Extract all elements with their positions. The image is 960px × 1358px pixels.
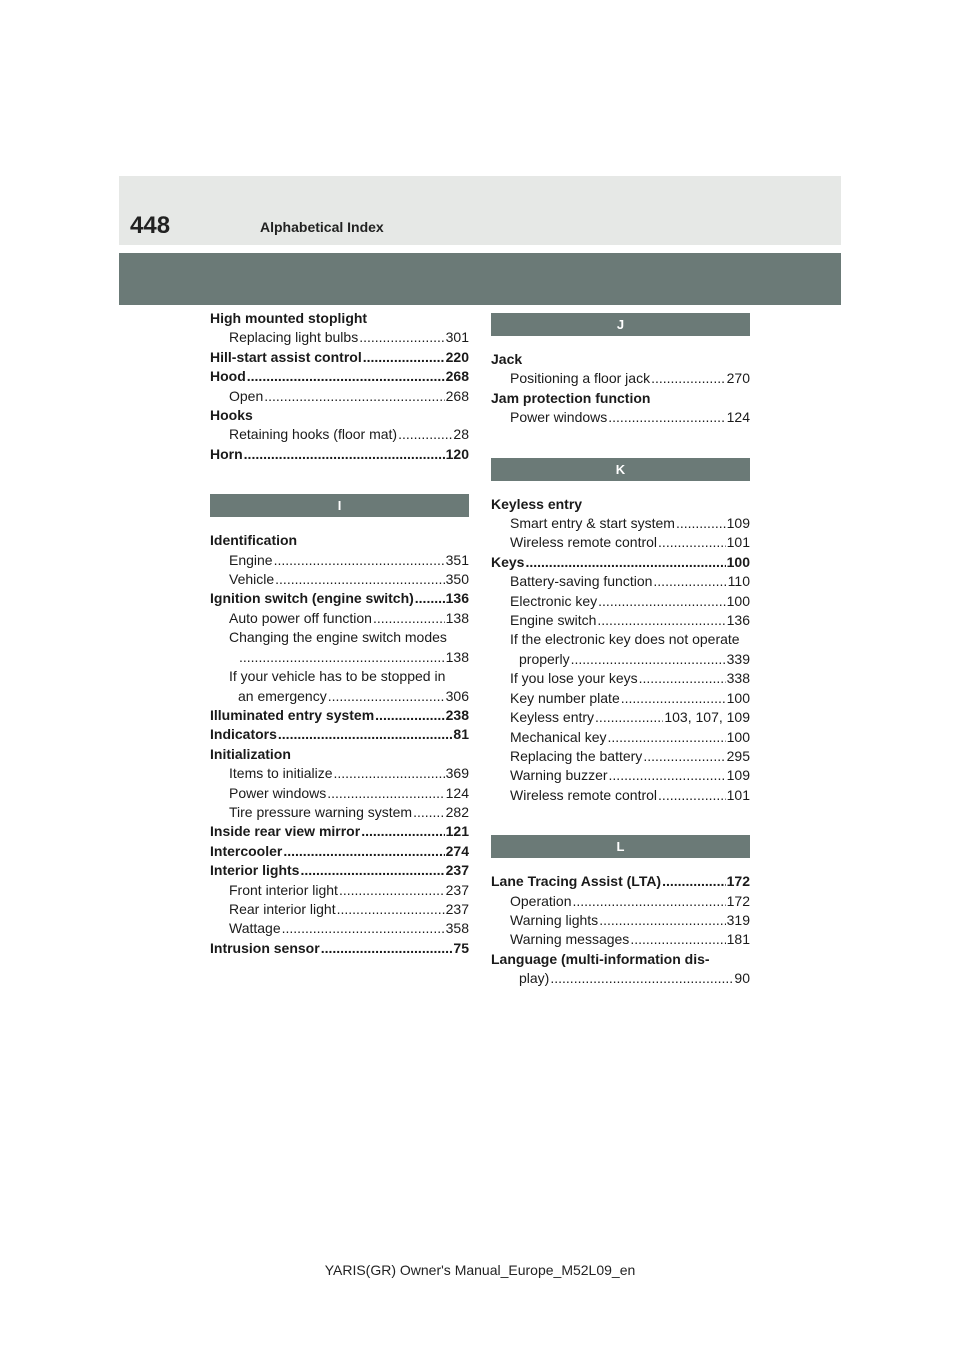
index-entry bbox=[491, 930, 750, 949]
index-entry bbox=[210, 900, 469, 919]
index-entry bbox=[491, 786, 750, 805]
entry-page-number: 90 bbox=[734, 970, 750, 987]
entry-text: Warning messages bbox=[510, 931, 630, 948]
section-spacer bbox=[491, 858, 750, 872]
entry-text: Wireless remote control bbox=[510, 786, 658, 803]
index-entry bbox=[210, 367, 469, 386]
entry-text: If you lose your keys bbox=[510, 670, 638, 687]
entry-text: High mounted stoplight bbox=[210, 310, 368, 326]
entry-page-number: 81 bbox=[453, 726, 469, 743]
entry-text: Items to initialize bbox=[229, 765, 333, 782]
index-entry bbox=[210, 328, 469, 347]
entry-page-number: 28 bbox=[453, 426, 469, 443]
entry-text: Interior lights bbox=[210, 862, 300, 879]
index-entry bbox=[210, 406, 469, 425]
index-entry bbox=[210, 387, 469, 406]
index-entry bbox=[210, 628, 469, 647]
entry-text: Indicators bbox=[210, 726, 277, 743]
entry-page-number: 101 bbox=[726, 786, 750, 803]
header-band bbox=[119, 253, 841, 305]
index-entry bbox=[491, 669, 750, 688]
entry-text: an emergency bbox=[238, 687, 327, 704]
entry-text: Power windows bbox=[510, 409, 608, 426]
entry-page-number: 274 bbox=[445, 842, 469, 859]
dot-leader bbox=[630, 930, 725, 949]
entry-page-number: 237 bbox=[445, 862, 469, 879]
entry-page-number: 136 bbox=[445, 590, 469, 607]
entry-text: Initialization bbox=[210, 745, 291, 762]
dot-leader bbox=[572, 892, 725, 911]
dot-leader bbox=[275, 570, 444, 589]
index-entry bbox=[210, 881, 469, 900]
index-entry bbox=[491, 369, 750, 388]
dot-leader bbox=[597, 611, 725, 630]
dot-leader bbox=[274, 551, 445, 570]
index-entry bbox=[491, 969, 750, 988]
index-column-right bbox=[491, 313, 750, 989]
index-entry bbox=[491, 553, 750, 572]
index-entry bbox=[491, 592, 750, 611]
section-spacer bbox=[491, 481, 750, 495]
index-entry bbox=[491, 747, 750, 766]
dot-leader bbox=[361, 822, 444, 841]
dot-leader bbox=[373, 609, 445, 628]
entry-text: Replacing the battery bbox=[510, 747, 643, 764]
index-entry bbox=[210, 348, 469, 367]
entry-page-number: 100 bbox=[726, 592, 750, 609]
dot-leader bbox=[337, 900, 445, 919]
dot-leader bbox=[359, 328, 444, 347]
dot-leader bbox=[643, 747, 725, 766]
entry-page-number: 351 bbox=[445, 551, 469, 568]
entry-page-number: 306 bbox=[445, 687, 469, 704]
dot-leader bbox=[621, 689, 726, 708]
entry-text: Language (multi-information dis- bbox=[491, 950, 710, 967]
entry-text: Operation bbox=[510, 892, 572, 909]
letter-section-header: K bbox=[491, 458, 750, 481]
entry-text: Open bbox=[229, 387, 264, 404]
entry-text: Hill-start assist control bbox=[210, 348, 362, 365]
entry-page-number: 100 bbox=[726, 553, 750, 570]
entry-page-number: 172 bbox=[726, 873, 750, 890]
entry-text: Ignition switch (engine switch) bbox=[210, 590, 414, 607]
entry-text: Hood bbox=[210, 368, 246, 385]
entry-page-number: 237 bbox=[445, 881, 469, 898]
dot-leader bbox=[676, 514, 726, 533]
index-entry bbox=[210, 939, 469, 958]
entry-text: If the electronic key does not operate bbox=[510, 631, 740, 648]
letter-section-header: I bbox=[210, 494, 469, 517]
dot-leader bbox=[609, 766, 726, 785]
index-entry bbox=[491, 350, 750, 369]
entry-text: Warning buzzer bbox=[510, 767, 608, 784]
entry-text: Wattage bbox=[229, 920, 281, 937]
index-entry bbox=[210, 551, 469, 570]
entry-text: Rear interior light bbox=[229, 900, 336, 917]
index-entry bbox=[491, 495, 750, 514]
entry-page-number: 138 bbox=[445, 648, 469, 665]
entry-text: Warning lights bbox=[510, 911, 599, 928]
entry-page-number: 75 bbox=[453, 939, 469, 956]
entry-page-number: 109 bbox=[726, 515, 750, 532]
entry-text: Inside rear view mirror bbox=[210, 823, 361, 840]
entry-page-number: 124 bbox=[445, 784, 469, 801]
entry-page-number: 237 bbox=[445, 900, 469, 917]
entry-text: Engine bbox=[229, 551, 273, 568]
entry-text: Key number plate bbox=[510, 689, 620, 706]
index-entry bbox=[210, 570, 469, 589]
index-entry bbox=[491, 533, 750, 552]
dot-leader bbox=[328, 687, 445, 706]
index-entry bbox=[210, 309, 469, 328]
dot-leader bbox=[247, 367, 445, 386]
entry-text: play) bbox=[519, 970, 550, 987]
entry-page-number: 120 bbox=[445, 445, 469, 462]
dot-leader bbox=[550, 969, 733, 988]
entry-text: Lane Tracing Assist (LTA) bbox=[491, 873, 662, 890]
entry-page-number: 172 bbox=[726, 892, 750, 909]
dot-leader bbox=[339, 881, 445, 900]
dot-leader bbox=[658, 533, 726, 552]
entry-text: Smart entry & start system bbox=[510, 515, 675, 532]
index-entry bbox=[210, 764, 469, 783]
entry-text: Tire pressure warning system bbox=[229, 803, 413, 820]
entry-page-number: 238 bbox=[445, 706, 469, 723]
dot-leader bbox=[398, 425, 452, 444]
index-entry bbox=[491, 872, 750, 891]
entry-text: Auto power off function bbox=[229, 609, 372, 626]
entry-page-number: 220 bbox=[445, 348, 469, 365]
dot-leader bbox=[571, 650, 726, 669]
section-spacer bbox=[491, 428, 750, 458]
dot-leader bbox=[375, 706, 444, 725]
entry-text: Jam protection function bbox=[491, 389, 651, 406]
index-entry bbox=[491, 611, 750, 630]
entry-page-number: 350 bbox=[445, 571, 469, 588]
dot-leader bbox=[658, 786, 726, 805]
dot-leader bbox=[327, 784, 444, 803]
dot-leader bbox=[283, 842, 444, 861]
dot-leader bbox=[608, 408, 725, 427]
dot-leader bbox=[239, 648, 445, 667]
dot-leader bbox=[244, 445, 445, 464]
dot-leader bbox=[415, 589, 445, 608]
dot-leader bbox=[333, 764, 444, 783]
dot-leader bbox=[651, 369, 726, 388]
index-entry bbox=[210, 861, 469, 880]
entry-page-number: 268 bbox=[445, 387, 469, 404]
entry-page-number: 282 bbox=[445, 803, 469, 820]
index-entry bbox=[491, 514, 750, 533]
entry-text: Retaining hooks (floor mat) bbox=[229, 426, 398, 443]
entry-text: properly bbox=[519, 650, 570, 667]
index-column-left bbox=[210, 309, 469, 958]
index-entry bbox=[491, 630, 750, 649]
index-entry bbox=[210, 919, 469, 938]
entry-page-number: 109 bbox=[726, 767, 750, 784]
dot-leader bbox=[363, 348, 445, 367]
dot-leader bbox=[608, 728, 726, 747]
index-entry bbox=[210, 425, 469, 444]
entry-page-number: 339 bbox=[726, 650, 750, 667]
entry-text: Horn bbox=[210, 445, 243, 462]
entry-page-number: 181 bbox=[726, 931, 750, 948]
index-entry bbox=[491, 892, 750, 911]
index-entry bbox=[210, 725, 469, 744]
index-entry bbox=[491, 950, 750, 969]
entry-page-number: 358 bbox=[445, 920, 469, 937]
entry-text: Identification bbox=[210, 532, 298, 549]
entry-page-number: 100 bbox=[726, 728, 750, 745]
index-entry bbox=[210, 648, 469, 667]
entry-page-number: 110 bbox=[727, 573, 750, 590]
entry-text: Intercooler bbox=[210, 842, 283, 859]
dot-leader bbox=[321, 939, 453, 958]
entry-text: Replacing light bulbs bbox=[229, 329, 359, 346]
header-top-bar bbox=[119, 176, 841, 245]
index-entry bbox=[210, 745, 469, 764]
index-entry bbox=[210, 706, 469, 725]
entry-text: Keys bbox=[491, 553, 525, 570]
entry-text: Intrusion sensor bbox=[210, 939, 320, 956]
index-entry bbox=[491, 728, 750, 747]
entry-text: Mechanical key bbox=[510, 728, 607, 745]
index-entry bbox=[210, 842, 469, 861]
dot-leader bbox=[413, 803, 445, 822]
entry-text: Vehicle bbox=[229, 571, 275, 588]
section-spacer bbox=[210, 517, 469, 531]
index-entry bbox=[210, 609, 469, 628]
entry-page-number: 136 bbox=[726, 612, 750, 629]
page-number: 448 bbox=[130, 212, 171, 239]
entry-text: Keyless entry bbox=[510, 709, 595, 726]
entry-page-number: 138 bbox=[445, 609, 469, 626]
footer-manual-id: YARIS(GR) Owner's Manual_Europe_M52L09_en bbox=[324, 1262, 636, 1278]
index-entry bbox=[210, 667, 469, 686]
entry-page-number: 369 bbox=[445, 765, 469, 782]
index-entry bbox=[210, 803, 469, 822]
entry-page-number: 103, 107, 109 bbox=[664, 709, 750, 726]
entry-text: Hooks bbox=[210, 407, 253, 424]
entry-page-number: 319 bbox=[726, 911, 750, 928]
entry-text: Illuminated entry system bbox=[210, 706, 375, 723]
letter-section-header: J bbox=[491, 313, 750, 336]
index-entry bbox=[491, 689, 750, 708]
entry-page-number: 100 bbox=[726, 689, 750, 706]
dot-leader bbox=[639, 669, 726, 688]
entry-text: Jack bbox=[491, 351, 523, 367]
entry-page-number: 268 bbox=[445, 368, 469, 385]
index-entry bbox=[210, 687, 469, 706]
dot-leader bbox=[662, 872, 726, 891]
index-entry bbox=[491, 650, 750, 669]
entry-text: Changing the engine switch modes bbox=[229, 629, 447, 646]
entry-page-number: 101 bbox=[726, 534, 750, 551]
entry-text: Engine switch bbox=[510, 612, 597, 629]
dot-leader bbox=[653, 572, 726, 591]
entry-text: Keyless entry bbox=[491, 495, 583, 512]
index-entry bbox=[491, 708, 750, 727]
section-spacer bbox=[491, 336, 750, 350]
section-title: Alphabetical Index bbox=[260, 219, 384, 235]
entry-page-number: 124 bbox=[726, 409, 750, 426]
entry-page-number: 338 bbox=[726, 670, 750, 687]
entry-page-number: 270 bbox=[726, 370, 750, 387]
entry-text: Positioning a floor jack bbox=[510, 370, 651, 387]
index-entry bbox=[491, 408, 750, 427]
entry-text: Electronic key bbox=[510, 592, 598, 609]
index-entry bbox=[491, 572, 750, 591]
entry-page-number: 121 bbox=[445, 823, 469, 840]
entry-page-number: 295 bbox=[726, 747, 750, 764]
dot-leader bbox=[525, 553, 725, 572]
dot-leader bbox=[599, 911, 725, 930]
entry-text: If your vehicle has to be stopped in bbox=[229, 668, 446, 685]
section-spacer bbox=[491, 805, 750, 835]
letter-section-header: L bbox=[491, 835, 750, 858]
entry-text: Front interior light bbox=[229, 881, 338, 898]
dot-leader bbox=[278, 725, 453, 744]
entry-text: Wireless remote control bbox=[510, 534, 658, 551]
dot-leader bbox=[595, 708, 663, 727]
index-entry bbox=[210, 822, 469, 841]
dot-leader bbox=[282, 919, 445, 938]
index-entry bbox=[491, 766, 750, 785]
index-entry bbox=[210, 531, 469, 550]
dot-leader bbox=[598, 592, 725, 611]
dot-leader bbox=[264, 387, 444, 406]
entry-text: Battery-saving function bbox=[510, 573, 653, 590]
index-entry bbox=[210, 589, 469, 608]
index-entry bbox=[491, 389, 750, 408]
section-spacer bbox=[210, 464, 469, 494]
dot-leader bbox=[300, 861, 444, 880]
entry-text: Power windows bbox=[229, 784, 327, 801]
entry-page-number: 301 bbox=[445, 329, 469, 346]
index-entry bbox=[491, 911, 750, 930]
index-entry bbox=[210, 445, 469, 464]
index-entry bbox=[210, 784, 469, 803]
